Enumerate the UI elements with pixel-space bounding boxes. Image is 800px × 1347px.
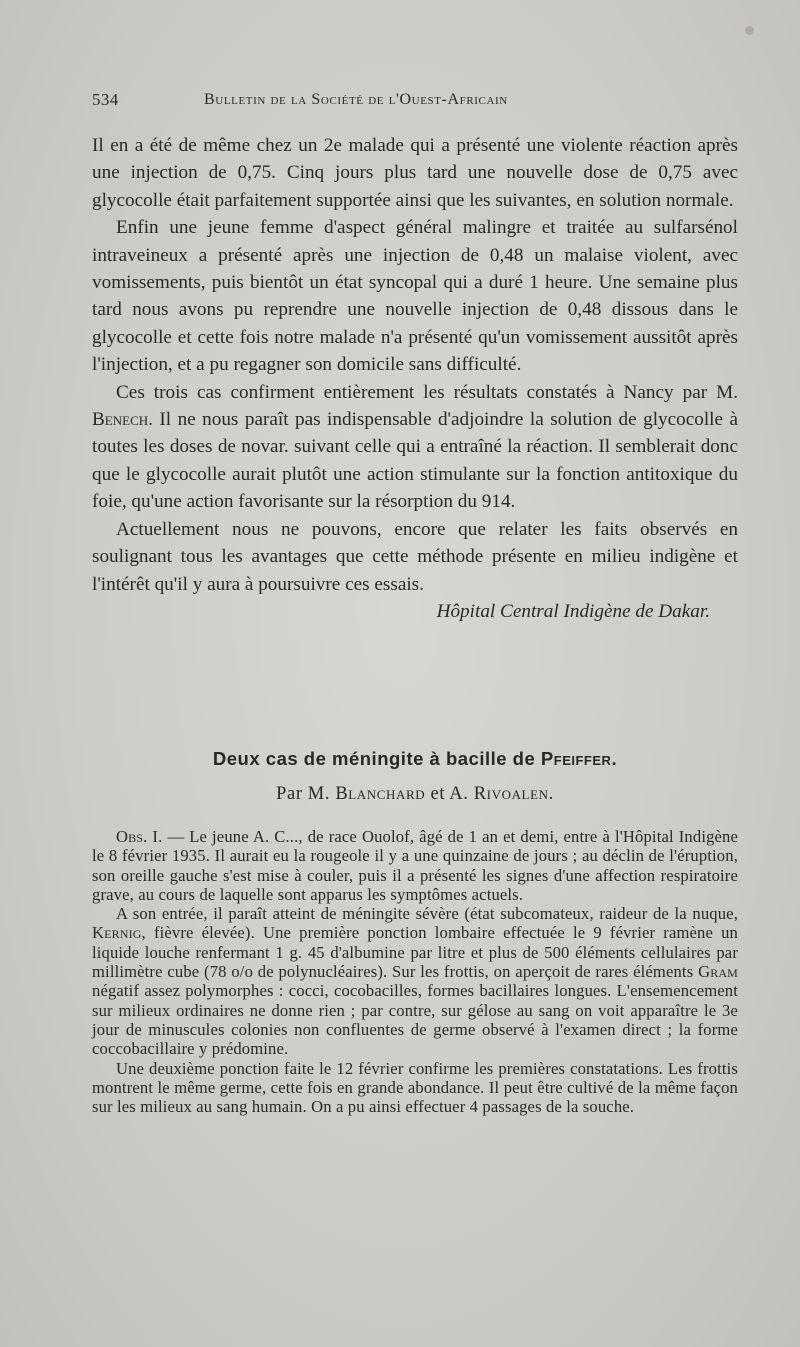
paragraph-young-woman: Enfin une jeune femme d'aspect général malingre et traitée au sulfarsénol intraveineux a présenté après une injection de 0,48 un malaise violent, avec vomissements, puis bientôt un état syncopal qui a duré 1 heure. Une semaine plus tard nous avons pu reprendre une nouvelle injection de 0,48 dissous dans le glycocolle et cette fois notre malade n'a présenté qu'un vomissement aussitôt après l'injection, et a pu regagner son domicile sans difficulté. [92,217,738,376]
author-blanchard: Blanchard [335,784,426,804]
running-title: Bulletin de la Société de l'Ouest-Africain [204,91,508,108]
paragraph-conclusion [92,379,738,516]
signature-hospital: Hôpital Central Indigène de Dakar. [436,600,710,622]
paragraph-second-patient: Il en a été de même chez un 2e malade qui a présenté une violente réaction après une injection de 0,75. Cinq jours plus tard une nouvelle dose de 0,75 avec glycocolle était parfaitement supportée ainsi que les suivantes, en solution normale. [92,135,738,211]
author-rivoalen: Rivoalen [473,784,549,804]
conclusion-text-a: Ces trois cas confirment entièrement les résultats constatés à Nancy par M. [116,381,738,403]
byline-end: . [548,784,554,804]
article-title-end: . [611,748,618,769]
gram-stain: Gram [698,962,738,982]
paragraph-admission [92,904,738,1058]
byline-par: Par M. [276,784,331,804]
obs-label: Obs. I. [116,827,163,846]
byline [92,784,738,805]
article-title-text: Deux cas de méningite à bacille de [212,748,536,769]
running-header [92,90,742,114]
obs-1-text: — Le jeune A. C..., de race Ouolof, âgé de 1 an et demi, entre à l'Hôpital Indigène le 8 février 1935. Il aurait eu la rougeole il y a une quinzaine de jours ; au déclin de l'éruption, son oreille gauche s'est mise à couler, puis il a présenté les signes d'une affection respiratoire grave, au cours de laquelle sont apparus les symptômes actuels. [92,827,739,904]
article-title-name: Pfeiffer [540,748,612,769]
paragraph-currently: Actuellement nous ne pouvons, encore que relater les faits observés en soulignant tous les avantages que cette méthode présente en milieu indigène et l'intérêt qu'il y aura à poursuivre ces essais. [92,518,738,595]
observation-text [92,827,738,1116]
main-text [92,132,738,625]
paragraph-obs-1 [92,827,738,904]
admission-text-a: A son entrée, il paraît atteint de méningite sévère (état subcomateux, raideur de la nuque, [116,904,738,924]
kernig-sign: Kernig [92,923,142,943]
admission-text-b: , fièvre élevée). Une première ponction lombaire effectuée le 9 février ramène un liquide louche renfermant 1 g. 45 d'albumine par litre et plus de 500 éléments cellulaires par millimètre cube (78 o/o de polynucléaires). Sur les frottis, on aperçoit de rares éléments [92,923,738,982]
page-number: 534 [92,90,119,109]
article-title [92,748,738,770]
paper-stain [745,26,754,35]
admission-text-c: négatif assez polymorphes : cocci, cocobacilles, formes bacillaires longues. L'ensemencement sur milieux ordinaires ne donne rien ; par contre, sur gélose au sang on voit apparaître le 3e jour de minuscules colonies non confluentes de germe observé à l'examen direct ; la forme coccobacillaire y prédomine. [92,981,738,1059]
author-name-benech: Benech [92,409,149,431]
byline-et: et A. [430,784,469,804]
conclusion-text-b: . Il ne nous paraît pas indispensable d'adjoindre la solution de glycocolle à toutes les doses de novar. suivant celle qui a entraîné la réaction. Il semblerait donc que le glycocolle aurait plutôt une action stimulante sur la fonction antitoxique du foie, qu'une action favorisante sur la résorption du 914. [92,409,738,513]
paragraph-second-puncture: Une deuxième ponction faite le 12 février confirme les premières constatations. Les frottis montrent le même germe, cette fois en grande abondance. Il peut être cultivé de la même façon sur les milieux au sang humain. On a pu ainsi effectuer 4 passages de la souche. [92,1058,738,1117]
